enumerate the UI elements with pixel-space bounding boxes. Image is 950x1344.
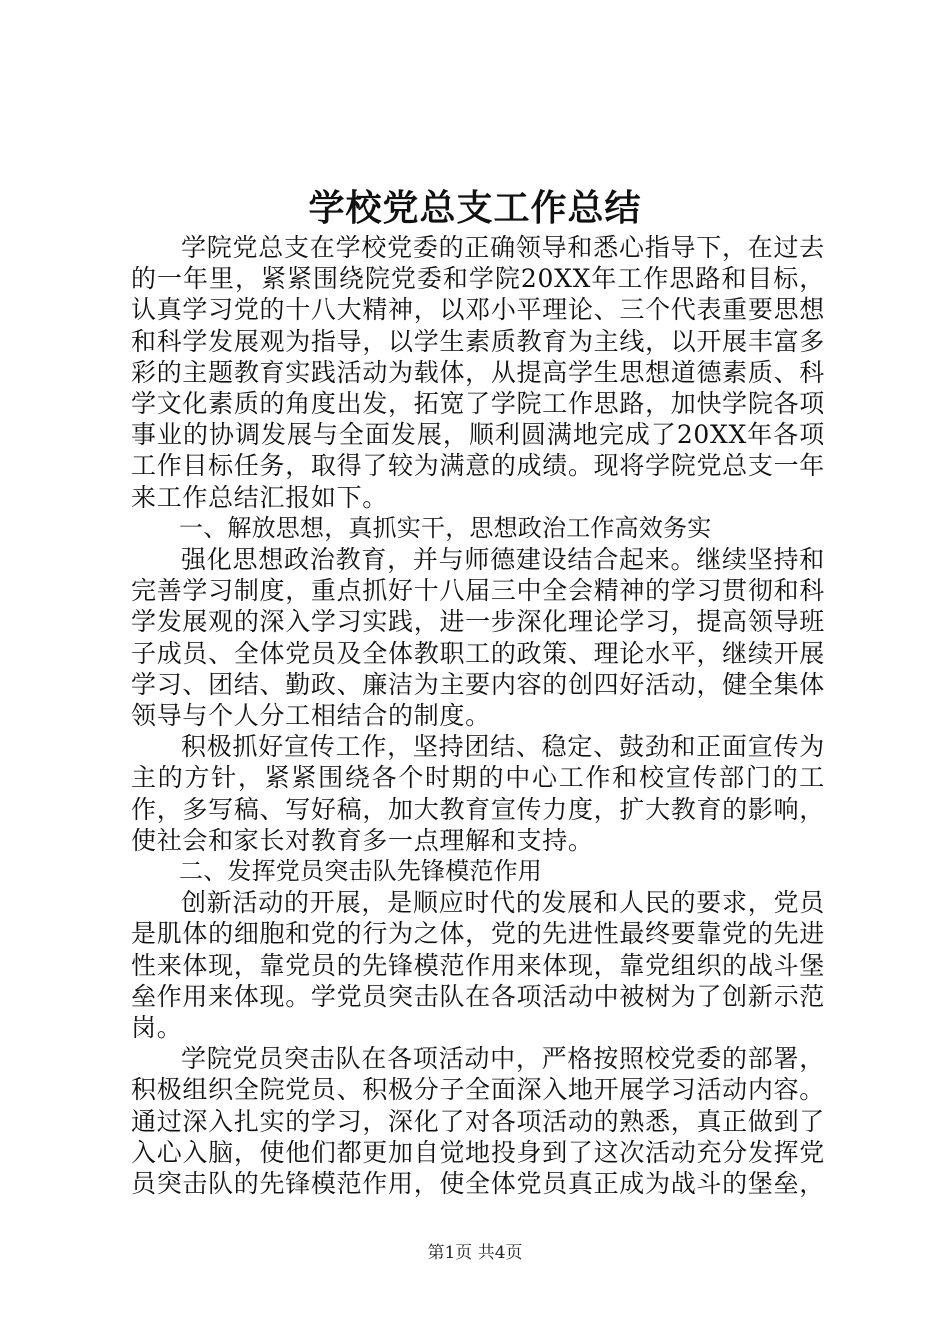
document-title: 学校党总支工作总结 xyxy=(308,187,642,229)
paragraph-commando-team: 学院党员突击队在各项活动中，严格按照校党委的部署，积极组织全院党员、积极分子全面深入地开展学习活动内容。通过深入扎实的学习，深化了对各项活动的熟悉，真正做到了入心入脑，使他们都更加自觉地投身到了这次活动充分发挥党员突击队的先锋模范作用，使全体党员真正成为战斗的堡垒， xyxy=(131,1044,825,1199)
paragraph-political-education: 强化思想政治教育，并与师德建设结合起来。继续坚持和完善学习制度，重点抓好十八届三中全会精神的学习贯彻和科学发展观的深入学习实践，进一步深化理论学习，提高领导班子成员、全体党员及全体教职工的政策、理论水平，继续开展学习、团结、勤政、廉洁为主要内容的创四好活动，健全集体领导与个人分工相结合的制度。 xyxy=(131,545,825,731)
paragraph-intro: 学院党总支在学校党委的正确领导和悉心指导下，在过去的一年里，紧紧围绕院党委和学院20XX年工作思路和目标，认真学习党的十八大精神，以邓小平理论、三个代表重要思想和科学发展观为指导，以学生素质教育为主线，以开展丰富多彩的主题教育实践活动为载体，从提高学生思想道德素质、科学文化素质的角度出发，拓宽了学院工作思路，加快学院各项事业的协调发展与全面发展，顺利圆满地完成了20XX年各项工作目标任务，取得了较为满意的成绩。现将学院党总支一年来工作总结汇报如下。 xyxy=(131,233,825,512)
paragraph-innovation-activity: 创新活动的开展，是顺应时代的发展和人民的要求，党员是肌体的细胞和党的行为之体，党的先进性最终要靠党的先进性来体现，靠党员的先锋模范作用来体现，靠党组织的战斗堡垒作用来体现。学党员突击队在各项活动中被树为了创新示范岗。 xyxy=(131,888,825,1043)
document-body xyxy=(131,232,825,1199)
section-heading-2: 二、发挥党员突击队先锋模范作用 xyxy=(179,857,542,886)
paragraph-publicity-work: 积极抓好宣传工作，坚持团结、稳定、鼓劲和正面宣传为主的方针，紧紧围绕各个时期的中心工作和校宣传部门的工作，多写稿、写好稿，加大教育宣传力度，扩大教育的影响，使社会和家长对教育多一点理解和支持。 xyxy=(131,732,825,855)
page-number-footer: 第1页 共4页 xyxy=(427,1243,523,1263)
section-heading-1: 一、解放思想，真抓实干，思想政治工作高效务实 xyxy=(179,513,712,542)
